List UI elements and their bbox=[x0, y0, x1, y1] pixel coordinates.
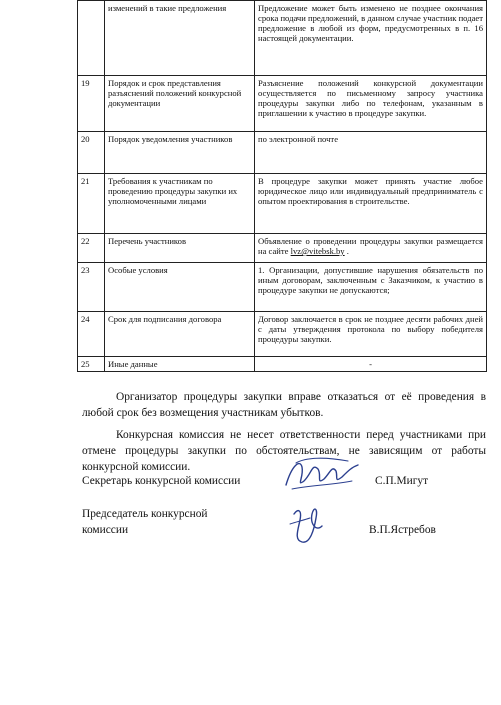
liability-paragraph: Конкурсная комиссия не несет ответственности перед участниками при отмене процедуры закупки по обстоятельствам, не зависящим от работы конкурсной комиссии. bbox=[82, 429, 486, 474]
row-number: 21 bbox=[78, 174, 105, 234]
table-row bbox=[78, 132, 487, 174]
row-label: Иные данные bbox=[105, 357, 255, 372]
row-number: 19 bbox=[78, 76, 105, 132]
row-number: 25 bbox=[78, 357, 105, 372]
row-number bbox=[78, 1, 105, 76]
refusal-paragraph: Организатор процедуры закупки вправе отказаться от её проведения в любой срок без возмещения участникам убытков. bbox=[82, 391, 486, 420]
row-number: 24 bbox=[78, 312, 105, 357]
row-value: В процедуре закупки может принять участие любое юридическое лицо или индивидуальный предприниматель с опытом проектирования в строительстве. bbox=[255, 174, 487, 234]
row-label: Порядок и срок представления разъяснений положений конкурсной документации bbox=[105, 76, 255, 132]
row-label: Перечень участников bbox=[105, 234, 255, 263]
row-value: Разъяснение положений конкурсной документации осуществляется по письменному запросу участника процедуры закупки либо по телефонам, указанным в приглашении к участию в процедуре закупки. bbox=[255, 76, 487, 132]
table-row bbox=[78, 1, 487, 76]
secretary-name: С.П.Мигут bbox=[375, 475, 429, 487]
row-label: Порядок уведомления участников bbox=[105, 132, 255, 174]
row-label: Требования к участникам по проведению процедуры закупки их уполномоченными лицами bbox=[105, 174, 255, 234]
table-row bbox=[78, 312, 487, 357]
table-row bbox=[78, 234, 487, 263]
chairman-title-line-2: комиссии bbox=[82, 524, 129, 536]
row-value: Договор заключается в срок не позднее десяти рабочих дней с даты утверждения протокола по выбору победителя процедуры закупки. bbox=[255, 312, 487, 357]
table-row bbox=[78, 263, 487, 312]
row-value: Предложение может быть изменено не позднее окончания срока подачи предложений, в данном случае участник подает предложение в любой из форм, предусмотренных в п. 16 настоящей документации. bbox=[255, 1, 487, 76]
table-row bbox=[78, 174, 487, 234]
chairman-signature bbox=[284, 500, 334, 548]
site-text: Объявление о проведении процедуры закупки размещается на сайте bbox=[258, 236, 483, 257]
row-number: 22 bbox=[78, 234, 105, 263]
secretary-signature bbox=[282, 455, 362, 493]
row-value: 1. Организации, допустившие нарушения обязательств по иным договорам, заключенным с Заказчиком, к участию в процедуре закупки не допускаются; bbox=[255, 263, 487, 312]
row-label: Срок для подписания договора bbox=[105, 312, 255, 357]
row-label: Особые условия bbox=[105, 263, 255, 312]
row-number: 20 bbox=[78, 132, 105, 174]
table-row bbox=[78, 357, 487, 372]
conditions-table bbox=[77, 0, 487, 372]
chairman-name: В.П.Ястребов bbox=[369, 524, 436, 536]
table-row bbox=[78, 76, 487, 132]
secretary-title: Секретарь конкурсной комиссии bbox=[82, 475, 241, 487]
row-number: 23 bbox=[78, 263, 105, 312]
site-text-end: . bbox=[344, 246, 349, 257]
row-label: изменений в такие предложения bbox=[105, 1, 255, 76]
row-value bbox=[255, 234, 487, 263]
site-link[interactable]: lvz@vitebsk.by bbox=[290, 246, 345, 257]
row-value: по электронной почте bbox=[255, 132, 487, 174]
chairman-title-line-1: Председатель конкурсной bbox=[82, 508, 208, 520]
row-value: - bbox=[255, 357, 487, 372]
